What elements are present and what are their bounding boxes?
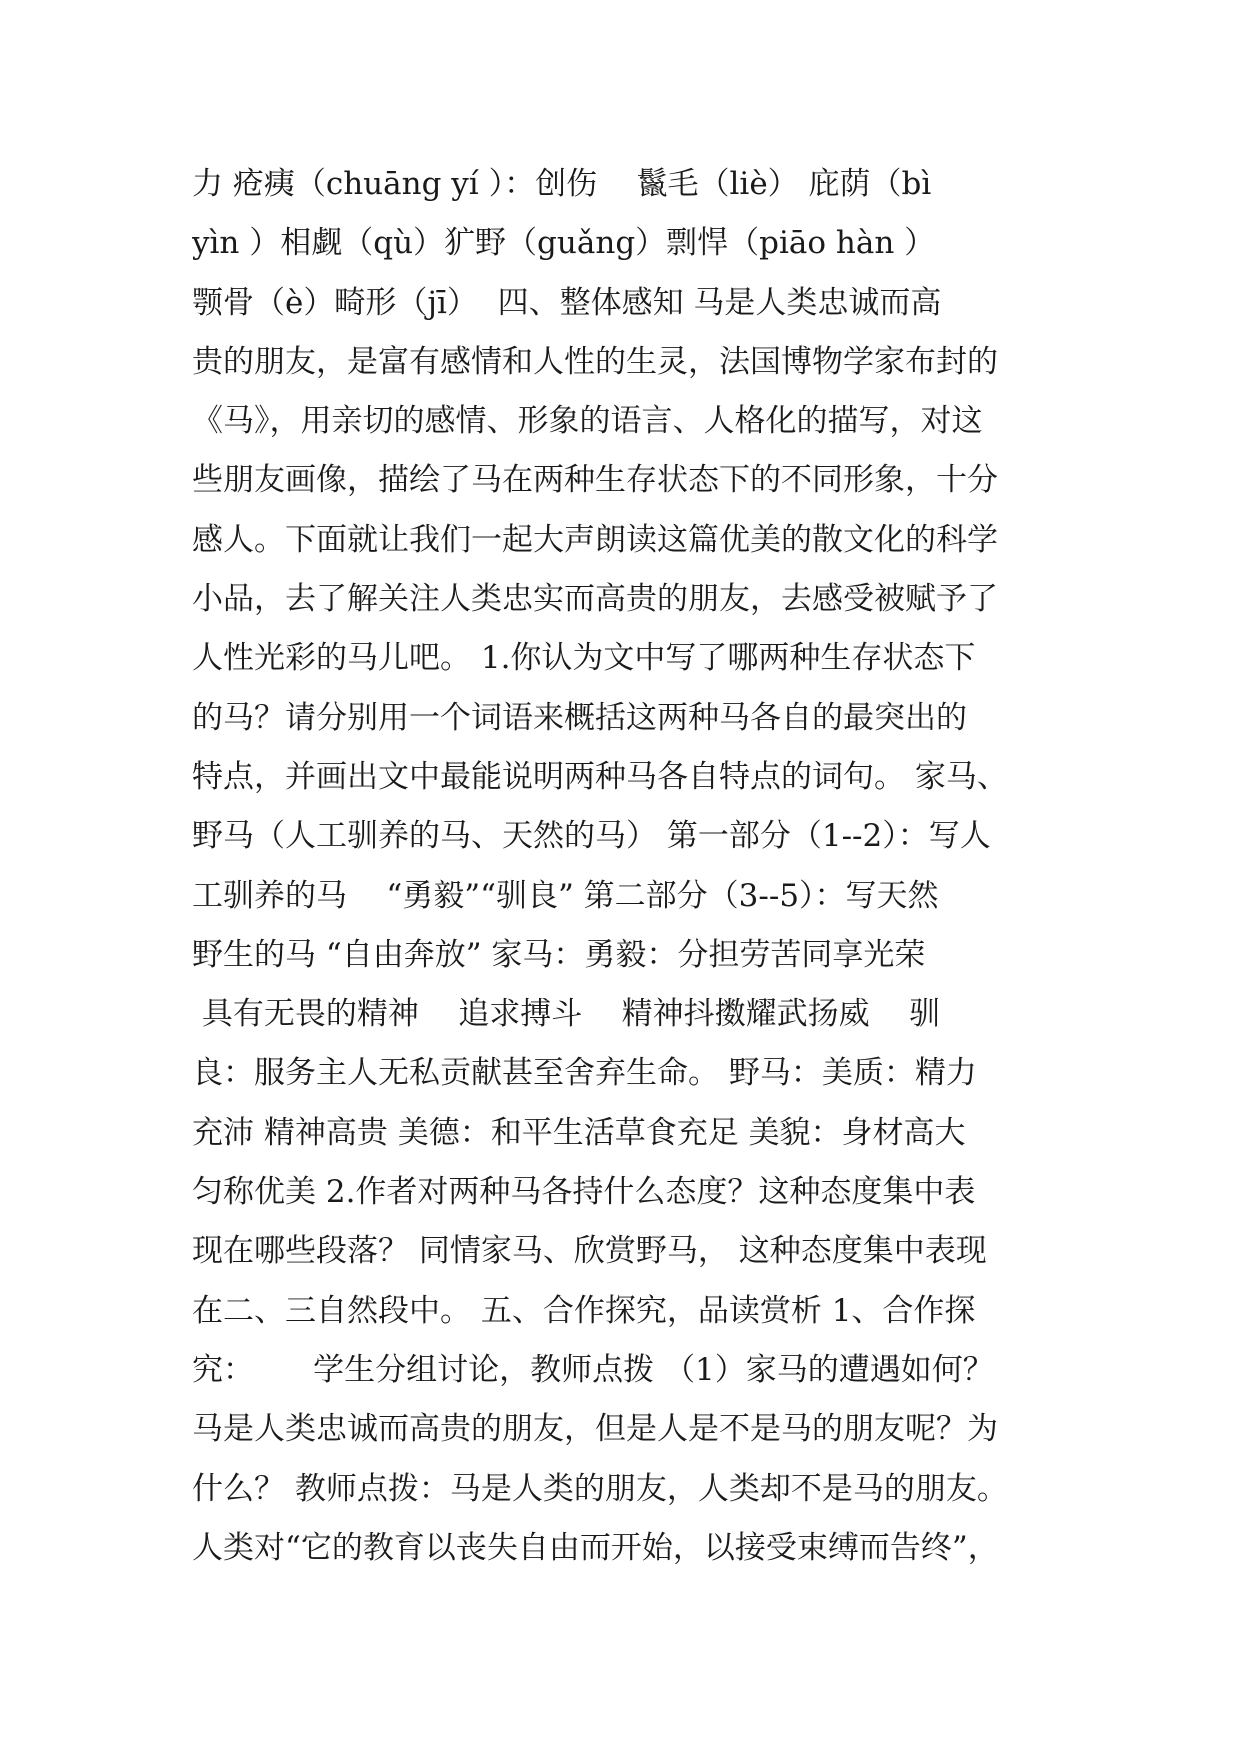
text-line: 充沛 精神高贵 美德：和平生活草食充足 美貌：身材高大	[192, 1114, 966, 1151]
text-line: yìn ）相觑（qù）犷野（guǎng）剽悍（piāo hàn ）	[192, 225, 936, 262]
text-line: 人性光彩的马儿吧。 1.你认为文中写了哪两种生存状态下	[192, 640, 976, 677]
text-line: 野生的马 “自由奔放” 家马：勇毅：分担劳苦同享光荣	[192, 936, 926, 973]
text-line: 小品，去了解关注人类忠实而高贵的朋友，去感受被赋予了	[192, 581, 998, 618]
text-line: 具有无畏的精神 追求搏斗 精神抖擞耀武扬威 驯	[192, 996, 941, 1033]
text-line: 匀称优美 2.作者对两种马各持什么态度？这种态度集中表	[192, 1174, 976, 1211]
text-line: 究： 学生分组讨论，教师点拨 （1）家马的遭遇如何？	[192, 1351, 994, 1388]
text-line: 良：服务主人无私贡献甚至舍弃生命。 野马：美质：精力	[192, 1055, 977, 1092]
text-line: 贵的朋友，是富有感情和人性的生灵，法国博物学家布封的	[192, 343, 998, 380]
text-line: 野马（人工驯养的马、天然的马） 第一部分（1--2）：写人	[192, 818, 991, 855]
text-line: 什么？ 教师点拨：马是人类的朋友，人类却不是马的朋友。	[192, 1470, 1008, 1507]
text-line: 在二、三自然段中。 五、合作探究，品读赏析 1、合作探	[192, 1292, 976, 1329]
text-line: 些朋友画像，描绘了马在两种生存状态下的不同形象，十分	[192, 462, 998, 499]
body-text	[192, 155, 1072, 1578]
text-line: 工驯养的马 “勇毅”“驯良” 第二部分（3--5）：写天然	[192, 877, 939, 914]
text-line: 颚骨（è）畸形（jī） 四、整体感知 马是人类忠诚而高	[192, 284, 942, 321]
text-line: 《马》，用亲切的感情、形象的语言、人格化的描写，对这	[192, 403, 983, 440]
text-line: 的马？请分别用一个词语来概括这两种马各自的最突出的	[192, 699, 967, 736]
text-line: 特点，并画出文中最能说明两种马各自特点的词句。 家马、	[192, 758, 1008, 795]
text-line: 力 疮痍（chuāng yí ）：创伤 鬣毛（liè） 庇荫（bì	[192, 166, 932, 202]
text-line: 现在哪些段落？ 同情家马、欣赏野马， 这种态度集中表现	[192, 1233, 987, 1270]
text-line: 人类对“它的教育以丧失自由而开始，以接受束缚而告终”，	[192, 1529, 999, 1566]
text-line: 马是人类忠诚而高贵的朋友，但是人是不是马的朋友呢？为	[192, 1411, 998, 1448]
text-line: 感人。下面就让我们一起大声朗读这篇优美的散文化的科学	[192, 521, 998, 558]
